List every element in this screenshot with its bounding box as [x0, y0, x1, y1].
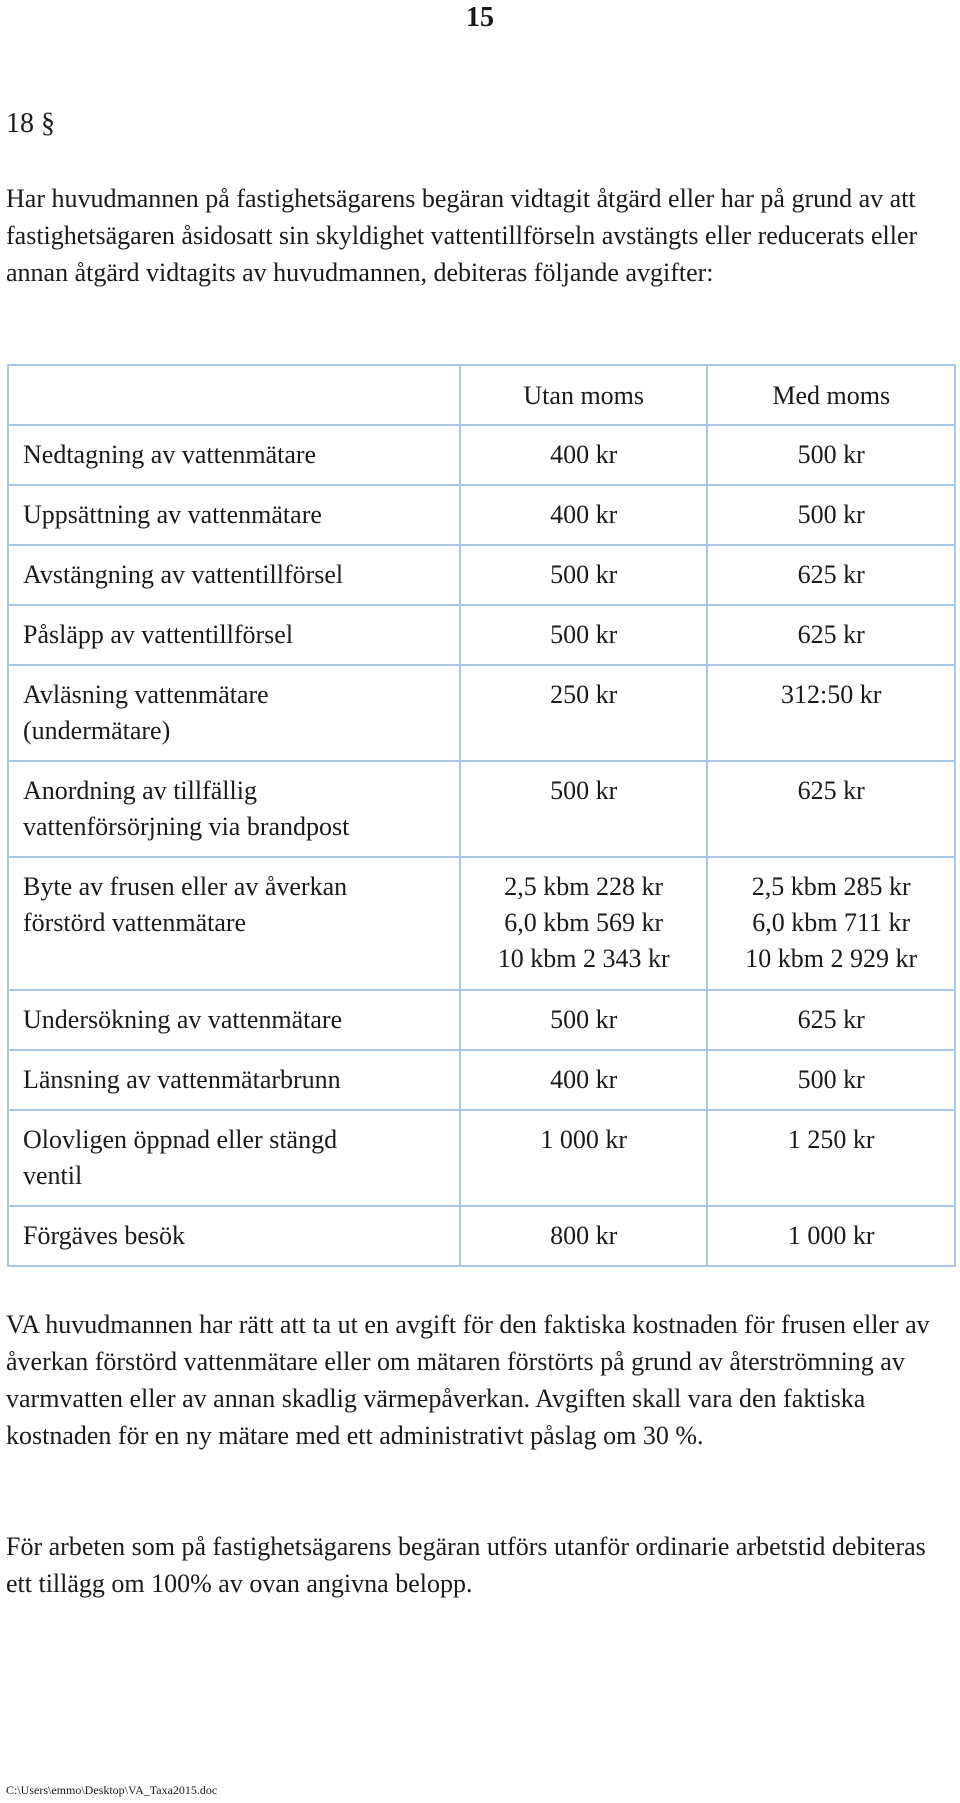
fee-row-utan-moms-line: 500 kr — [550, 776, 618, 805]
fee-row-label — [8, 485, 460, 545]
header-blank-cell — [8, 365, 460, 425]
fee-row — [8, 1050, 955, 1110]
fee-row-label-line: förstörd vattenmätare — [23, 908, 247, 937]
fee-row-label — [8, 545, 460, 605]
fee-row-med-moms-line: 1 250 kr — [787, 1125, 875, 1154]
fee-row-utan-moms-line: 400 kr — [550, 440, 618, 469]
fee-row-label — [8, 990, 460, 1050]
fee-row — [8, 990, 955, 1050]
fee-row — [8, 665, 955, 761]
fee-row-label — [8, 605, 460, 665]
fee-row-label-line: Olovligen öppnad eller stängd — [23, 1125, 338, 1154]
fee-row-utan-moms-line: 800 kr — [550, 1221, 618, 1250]
fee-row — [8, 425, 955, 485]
fee-row-med-moms — [707, 990, 955, 1050]
fee-row-utan-moms-line: 2,5 kbm 228 kr — [504, 872, 664, 901]
fee-row-label-line: Förgäves besök — [23, 1221, 186, 1250]
fee-row-med-moms — [707, 857, 955, 990]
fee-row-label-line: Uppsättning av vattenmätare — [23, 500, 322, 529]
intro-paragraph: Har huvudmannen på fastighetsägarens begäran vidtagit åtgärd eller har på grund av att fastighetsägaren åsidosatt sin skyldighet vattentillförseln avstängts eller reducerats eller annan åtgärd vidtagits av huvudmannen, debiteras följande avgifter: — [6, 184, 918, 287]
footer-file-path: C:\Users\emmo\Desktop\VA_Taxa2015.doc — [6, 1783, 218, 1797]
fee-row-utan-moms — [460, 485, 708, 545]
fee-row — [8, 605, 955, 665]
fee-row-label-line: Undersökning av vattenmätare — [23, 1005, 343, 1034]
fee-row-utan-moms — [460, 545, 708, 605]
fee-row-utan-moms — [460, 761, 708, 857]
fee-row — [8, 857, 955, 990]
fee-row-med-moms-line: 6,0 kbm 711 kr — [752, 908, 911, 937]
fee-row-label-line: ventil — [23, 1161, 83, 1190]
fee-row-utan-moms-line: 500 kr — [550, 1005, 618, 1034]
fee-row-utan-moms — [460, 1110, 708, 1206]
fee-row-label — [8, 1110, 460, 1206]
fee-row-med-moms-line: 625 kr — [797, 776, 865, 805]
fee-row-utan-moms-line: 500 kr — [550, 560, 618, 589]
fee-row-label-line: Avläsning vattenmätare — [23, 680, 269, 709]
fee-row-label-line: Påsläpp av vattentillförsel — [23, 620, 294, 649]
fee-row-med-moms — [707, 545, 955, 605]
fee-row-label — [8, 665, 460, 761]
fee-row-med-moms — [707, 1110, 955, 1206]
fee-row-med-moms-line: 10 kbm 2 929 kr — [745, 944, 918, 973]
fee-row-med-moms-line: 500 kr — [797, 500, 865, 529]
fee-row — [8, 1206, 955, 1266]
page-number: 15 — [466, 2, 494, 33]
fee-row-label — [8, 857, 460, 990]
fee-row-utan-moms — [460, 1050, 708, 1110]
fee-row-utan-moms — [460, 1206, 708, 1266]
fee-row-label — [8, 425, 460, 485]
fee-row-med-moms-line: 312:50 kr — [781, 680, 882, 709]
fee-row-utan-moms — [460, 857, 708, 990]
fee-row-utan-moms-line: 6,0 kbm 569 kr — [504, 908, 664, 937]
fee-row-label-line: vattenförsörjning via brandpost — [23, 812, 350, 841]
fee-row-utan-moms-line: 400 kr — [550, 1065, 618, 1094]
fee-row-med-moms — [707, 761, 955, 857]
fee-row — [8, 545, 955, 605]
fee-row — [8, 1110, 955, 1206]
fee-row-utan-moms-line: 1 000 kr — [540, 1125, 628, 1154]
fee-row-med-moms-line: 2,5 kbm 285 kr — [751, 872, 911, 901]
fee-row-med-moms — [707, 1050, 955, 1110]
fee-table-header — [8, 365, 955, 425]
fee-row-med-moms-line: 625 kr — [797, 620, 865, 649]
fee-row-label-line: Byte av frusen eller av åverkan — [23, 872, 348, 901]
fee-row-med-moms-line: 500 kr — [797, 1065, 865, 1094]
fee-row-med-moms-line: 625 kr — [797, 1005, 865, 1034]
fee-row-utan-moms — [460, 425, 708, 485]
fee-row-label-line: (undermätare) — [23, 716, 171, 745]
fee-row-label-line: Avstängning av vattentillförsel — [23, 560, 344, 589]
fee-row-utan-moms-line: 10 kbm 2 343 kr — [497, 944, 670, 973]
section-heading: 18 § — [6, 108, 55, 139]
fee-row-med-moms — [707, 665, 955, 761]
fee-row-label — [8, 1206, 460, 1266]
fee-row-label-line: Länsning av vattenmätarbrunn — [23, 1065, 341, 1094]
header-utan-moms: Utan moms — [460, 365, 708, 425]
fee-row-utan-moms-line: 500 kr — [550, 620, 618, 649]
fee-row-med-moms — [707, 1206, 955, 1266]
fee-table — [7, 364, 956, 1267]
paragraph-overtime: För arbeten som på fastighetsägarens begäran utförs utanför ordinarie arbetstid debiteras ett tillägg om 100% av ovan angivna belopp. — [6, 1532, 926, 1598]
fee-row-utan-moms-line: 250 kr — [550, 680, 618, 709]
fee-row-label — [8, 1050, 460, 1110]
paragraph-frozen-meter: VA huvudmannen har rätt att ta ut en avgift för den faktiska kostnaden för frusen eller av åverkan förstörd vattenmätare eller om mätaren förstörts på grund av återströmning av varmvatten eller av annan skadlig värmepåverkan. Avgiften skall vara den faktiska kostnaden för en ny mätare med ett administrativt påslag om 30 %. — [6, 1310, 930, 1450]
fee-row-med-moms — [707, 605, 955, 665]
fee-row-label-line: Nedtagning av vattenmätare — [23, 440, 317, 469]
header-med-moms: Med moms — [707, 365, 955, 425]
fee-row-utan-moms — [460, 605, 708, 665]
fee-row-utan-moms-line: 400 kr — [550, 500, 618, 529]
fee-row-utan-moms — [460, 665, 708, 761]
fee-row-label — [8, 761, 460, 857]
fee-row-med-moms-line: 500 kr — [797, 440, 865, 469]
fee-row — [8, 485, 955, 545]
fee-row-utan-moms — [460, 990, 708, 1050]
fee-row-med-moms-line: 1 000 kr — [787, 1221, 875, 1250]
fee-row — [8, 761, 955, 857]
fee-row-med-moms-line: 625 kr — [797, 560, 865, 589]
fee-row-med-moms — [707, 425, 955, 485]
fee-row-label-line: Anordning av tillfällig — [23, 776, 257, 805]
fee-row-med-moms — [707, 485, 955, 545]
